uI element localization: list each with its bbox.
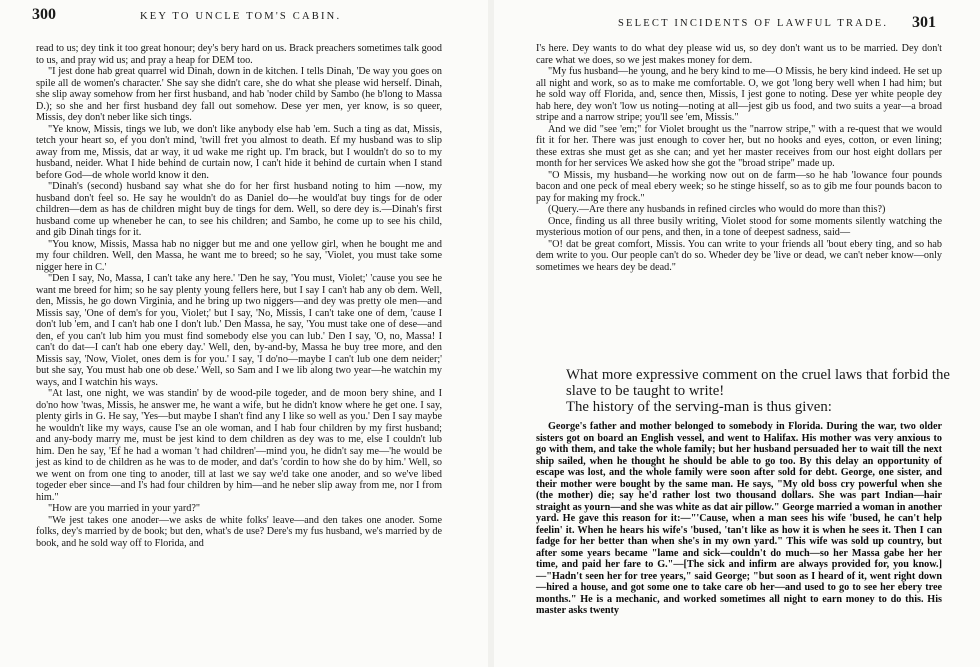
left-paragraph: "Den I say, No, Massa, I can't take any here.' 'Den he say, 'You must, Violet;' 'cause you see he want me breed for him; so he say plenty young fellers here, but I say I can't hab any ob dem. Well, den, Missis, he go down Virginia, and he bring up two niggers—and dey was pretty ole men—and Missis say, 'One of dem's for you, Violet;' but I say, 'No, Missis, I can't take one of dem, 'cause I don't lub 'em, and I can't hab one I don't lub.' Den Massa, he say, 'You must take one of dese—and den, ef you can't lub him you must find somebody else you can lub.' Den I say, 'O, no, Massa! I can't do dat—I can't hab one ebery day.' Well, den, by-and-by, Massa he buy tree more, and den Missis say, 'Now, Violet, ones dem is for you.' I say, 'I do'no—maybe I can't lub one dem neider;' but she say, You must hab one ob dese.' Well, so Sam and I we lib along two year—he watchin my ways, and I watchin his ways. (36, 273, 442, 388)
right-body-text (536, 43, 942, 273)
left-paragraph: read to us; dey tink it too great honour; dey's bery hard on us. Brack preachers sometimes talk good to us, and pray wid us; and pray a heap for DEM too. (36, 43, 442, 66)
left-page (0, 0, 488, 667)
right-paragraph: "My fus husband—he young, and he bery kind to me—O Missis, he bery kind indeed. He set up all night and work, so as to make me comfortable. O, we got 'long bery well when I had him; but he sold way off Florida, and, sence then, Missis, I jest gone to noting. Dese yer white people dey hab here, dey won't 'low us noting—noting at all—jest gib us food, and two suits a year—a broad stripe and a narrow stripe; you'll see 'em, Missis." (536, 66, 942, 123)
left-paragraph: "We jest takes one anoder—we asks de white folks' leave—and den takes one anoder. Some folks, dey's married by de book; but den, what's de use? Dere's my fus husband, we's married by de book, and he sold way off to Florida, and (36, 514, 442, 549)
right-page (494, 0, 980, 667)
left-paragraph: "How are you married in your yard?" (48, 503, 201, 514)
comment-block (566, 367, 950, 415)
left-paragraph: "Dinah's (second) husband say what she do for her first husband noting to him —now, my husband don't feel so. He say he wouldn't do as Daniel do—he would'at buy tings for de oder children—dem as has de children might buy de tings for dem. Well, so dere dey is.—Dinah's first husband come up wheneber he can, to see his children; and Sambo, he come up to see his child, and gib Dinah tings for it. (36, 181, 442, 238)
right-paragraph: "O! dat be great comfort, Missis. You can write to your friends all 'bout ebery ting, and so hab dem write to you. Our people can't do so. Wheder dey be 'live or dead, we can't neber know—only sometimes we hears dey be dead." (536, 238, 942, 273)
story-paragraph: George's father and mother belonged to somebody in Florida. During the war, two older sisters got on board an English vessel, and went to Halifax. His mother was very anxious to go with them, and take the whole family; but her husband persuaded her to wait till the next ship sailed, when he thought he should be able to go too. By this delay an opportunity of escape was lost, and the whole family were soon after sold for debt. George, one sister, and their mother were bought by the same man. He says, "My old boss cry powerful when she (the mother) die; say he'd rather lost two thousand dollars. She was part Indian—hair straight as yourn—and she was white as dat air pillow." George married a woman in another yard. He gave this reason for it:—"'Cause, when a man sees his wife 'bused, he can't help feelin' it. When he hears his wife's 'bused, 'tan't like as how it is when he sees it. Then I can fadge for her better than when she's in my own yard." This wife was sold up country, but after some years became "lame and sick—couldn't do much—so her Massa gabe her her time, and paid her fare to G."—[The sick and infirm are always provided for, you know.]—"Hadn't seen her for tree years," said George; "but soon as I heard of it, went right down—hired a house, and got some one to take care ob her—and used to go to see her ebery tree months." He is a mechanic, and worked sometimes all night to earn money to do this. His master asks twenty (536, 421, 942, 616)
right-running-head: SELECT INCIDENTS OF LAWFUL TRADE. (618, 18, 889, 29)
right-paragraph: Once, finding us all three busily writing, Violet stood for some moments silently watching the mysterious motion of our pens, and then, in a tone of deepest sadness, said— (536, 215, 942, 238)
left-running-head: KEY TO UNCLE TOM'S CABIN. (140, 11, 342, 22)
comment-heading: What more expressive comment on the cruel laws that forbid the slave to be taught to write! (566, 367, 950, 399)
left-paragraph: "Ye know, Missis, tings we lub, we don't like anybody else hab 'em. Such a ting as dat, Missis, tetch your heart so, ef you don't mind, 'twill fret you almost to death. Ef my husband was to slip away from me, Missis, dat ar way, it ud wake me right up. I'm brack, but I wouldn't do so to my husband, neider. What I hide behind de curtain now, I can't hide it behind de curtain when I stand before God—de whole world know it den. (36, 123, 442, 181)
left-paragraph: "I jest done hab great quarrel wid Dinah, down in de kitchen. I tells Dinah, 'De way you goes on spile all de women's character.' She say she didn't care, she do what she please wid herself. Dinah, she slip away somehow from her first husband, and hab 'noder child by Sambo (he b'long to Massa D.); so she and her first husband dey fall out somehow. Dese yer men, yer know, is so queer, Missis, dey don't neber like sich tings. (36, 66, 442, 123)
left-page-number: 300 (32, 6, 56, 23)
right-paragraph: (Query.—Are there any husbands in refined circles who would do more than this?) (548, 204, 886, 215)
right-page-number: 301 (912, 14, 936, 31)
left-paragraph: "You know, Missis, Massa hab no nigger but me and one yellow girl, when he bought me and my four children. Well, den Massa, he want me to breed; so he say, 'Violet, you must take some nigger here in C.' (36, 238, 442, 273)
right-paragraph: "O Missis, my husband—he working now out on de farm—so he hab 'lowance four pounds bacon and one peck of meal ebery week; so he stinge hisself, so as to gib me four pounds bacon to pay for making my frock." (536, 169, 942, 204)
left-body-text (36, 43, 442, 549)
right-paragraph: And we did "see 'em;" for Violet brought us the "narrow stripe," with a re-quest that we would fit it for her. There was just enough to cover her, but no hooks and eyes, cotton, or even lining; these extras she must get as she can; and yet her master receives from our host eight dollars per month for her services We asked how she got the "broad stripe" made up. (536, 123, 942, 169)
right-paragraph: I's here. Dey wants to do what dey please wid us, so dey don't want us to be married. Dey don't care what we does, so we jest makes money for dem. (536, 43, 942, 66)
comment-lead: The history of the serving-man is thus given: (566, 399, 832, 415)
left-paragraph: "At last, one night, we was standin' by de wood-pile togeder, and de moon bery shine, and I do'no how 'twas, Missis, he answer me, he want a wife, but he didn't know where he get one. I say, plenty girls in G. He say, 'Yes—but maybe I shan't find any I like so well as you.' Den I say maybe he wouldn't like my ways, cause I'se an ole woman, and I hab four children by my first husband; and any-body marry me, must be jest kind to dem children as dey was to me, else I couldn't lub him. Den he say, 'Ef he had a woman 't had children'—mind you, he didn't say me—'he would be jest as kind to de children as he was to de moder, and dat's 'cordin to how she do by him.' Well, so we went on from one ting to anoder, till at last we say we'd take one anoder, and so we've libed togeder eber since—and I's had four children by him—and he neber slip away from me, nor I from him." (36, 388, 442, 503)
serving-man-story (536, 421, 942, 617)
